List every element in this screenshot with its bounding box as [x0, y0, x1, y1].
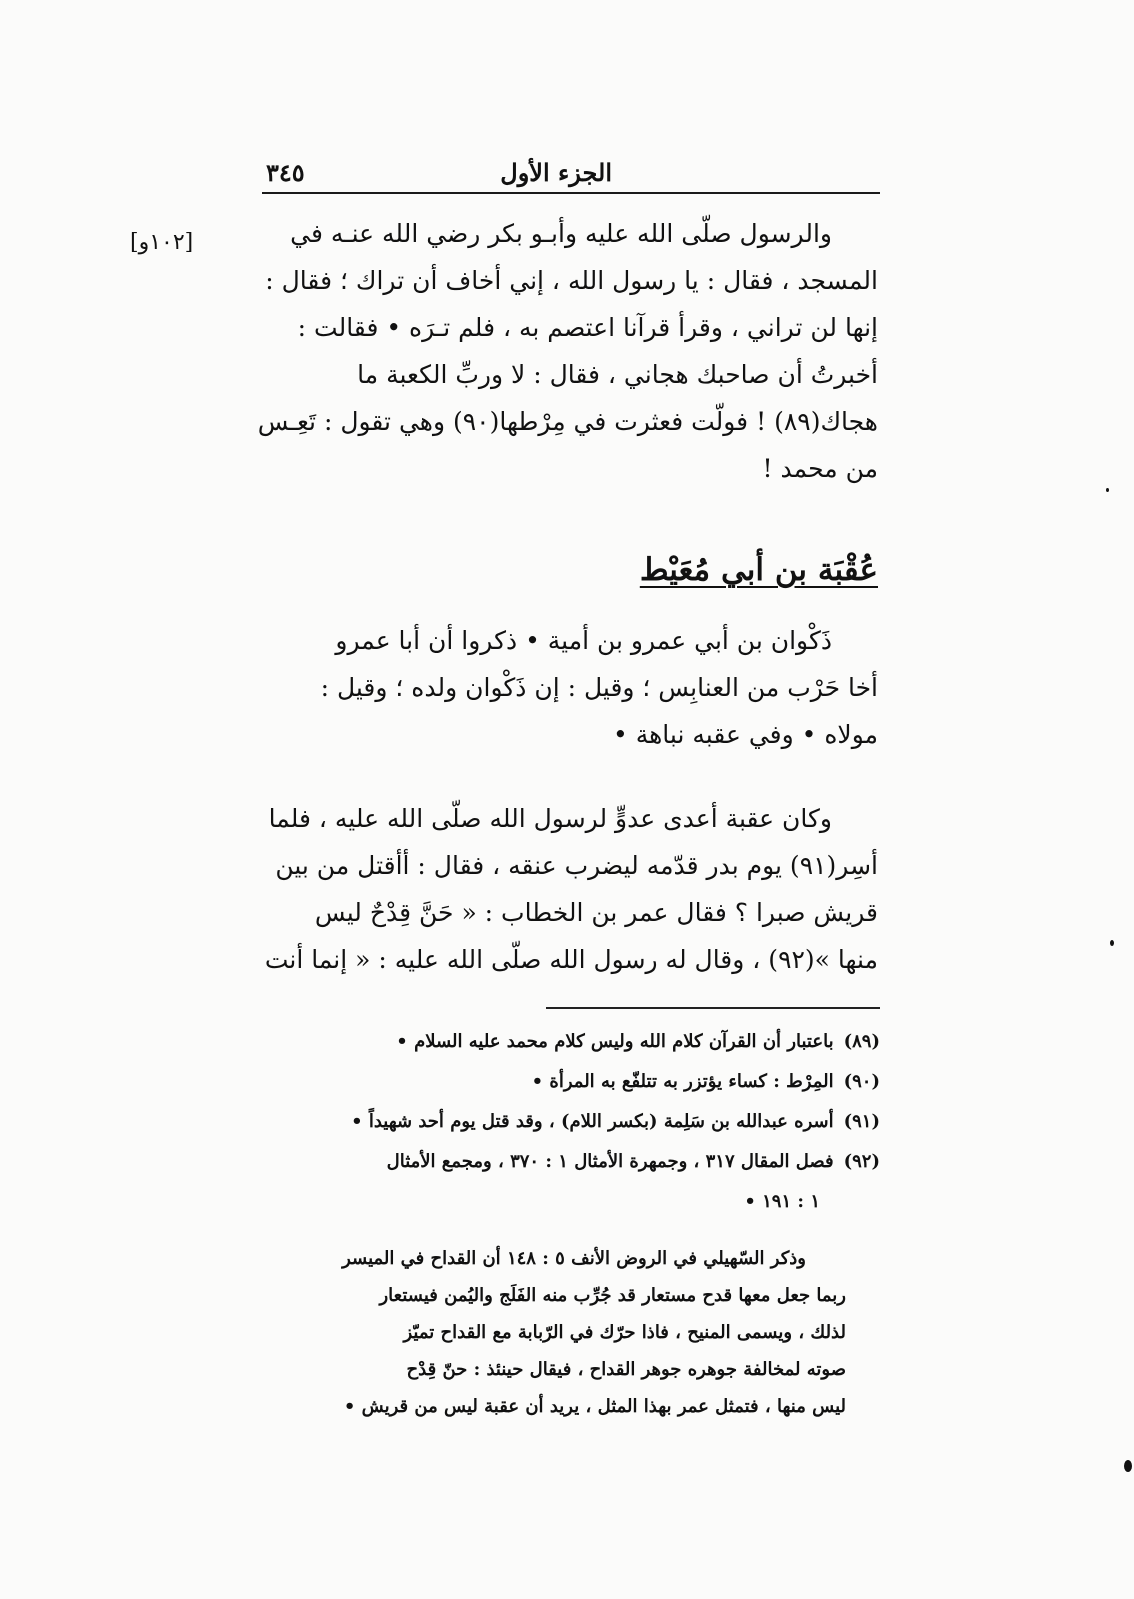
footnote-text: المِرْط : كساء يؤتزر به تتلفّع به المرأة • — [531, 1071, 834, 1092]
footnote-number: (٨٩) — [843, 1031, 880, 1052]
footnote-90 — [220, 1062, 880, 1102]
text-line: المسجد ، فقال : يا رسول الله ، إني أخاف أن تراك ؛ فقال : — [265, 266, 878, 295]
text-line: أخا حَرْب من العنابِس ؛ وقيل : إن ذَكْوان ولده ؛ وقيل : — [320, 673, 878, 702]
scan-speck — [1110, 940, 1114, 946]
text-line: أخبرتُ أن صاحبك هجاني ، فقال : لا وربِّ الكعبة ما — [357, 360, 878, 389]
footnote-92 — [220, 1142, 880, 1182]
footnote-continuation: ١ : ١٩١ • — [744, 1191, 820, 1212]
text-line: هجاك(٨٩) ! فولّت فعثرت في مِرْطها(٩٠) وهي تقول : تَعِـس — [257, 407, 878, 436]
text-line: ليس منها ، فتمثل عمر بهذا المثل ، يريد أن عقبة ليس من قريش • — [343, 1396, 846, 1417]
header-rule — [262, 192, 880, 194]
footnote-rule — [546, 1007, 880, 1009]
footnote-91 — [220, 1102, 880, 1142]
footnote-extra-paragraph — [256, 1240, 846, 1425]
text-line: ربما جعل معها قدح مستعار قد جُرِّب منه الفَلَج واليُمن فيستعار — [379, 1285, 846, 1306]
text-line: من محمد ! — [762, 454, 878, 483]
page-number: ٣٤٥ — [266, 158, 305, 187]
footnote-text: فصل المقال ٣١٧ ، وجمهرة الأمثال ١ : ٣٧٠ ، ومجمع الأمثال — [386, 1151, 834, 1172]
footnote-number: (٩٢) — [843, 1151, 880, 1172]
text-line: إنها لن تراني ، وقرأ قرآنا اعتصم به ، فلم تـرَه • فقالت : — [297, 313, 878, 342]
margin-folio-note: [١٠٢و] — [130, 230, 194, 255]
paragraph-1 — [238, 210, 878, 492]
text-line: مولاه • وفي عقبه نباهة • — [613, 720, 878, 749]
header-title: الجزء الأول — [500, 158, 612, 187]
footnote-89 — [220, 1022, 880, 1062]
running-header — [262, 158, 880, 192]
paragraph-2 — [238, 617, 878, 758]
text-line: وذكر السّهيلي في الروض الأنف ٥ : ١٤٨ أن القداح في الميسر — [342, 1248, 806, 1269]
footnote-text: أسره عبدالله بن سَلِمة (بكسر اللام) ، وقد قتل يوم أحد شهيداً • — [351, 1111, 834, 1132]
footnote-number: (٩٠) — [843, 1071, 880, 1092]
text-line: أسِر(٩١) يوم بدر قدّمه ليضرب عنقه ، فقال : أأقتل من بين — [275, 851, 878, 880]
footnotes — [220, 1022, 880, 1222]
scan-speck — [1106, 488, 1109, 492]
text-line: والرسول صلّى الله عليه وأبـو بكر رضي الله عنـه في — [290, 219, 832, 248]
text-line: لذلك ، ويسمى المنيح ، فاذا حرّك في الرّبابة مع القداح تميّز — [403, 1322, 846, 1343]
text-line: قريش صبرا ؟ فقال عمر بن الخطاب : « حَنَّ قِدْحٌ ليس — [314, 898, 878, 927]
paragraph-3 — [238, 795, 878, 983]
footnote-text: باعتبار أن القرآن كلام الله وليس كلام محمد عليه السلام • — [396, 1031, 834, 1052]
text-line: وكان عقبة أعدى عدوٍّ لرسول الله صلّى الله عليه ، فلما — [268, 804, 832, 833]
text-line: ذَكْوان بن أبي عمرو بن أمية • ذكروا أن أبا عمرو — [335, 626, 832, 655]
scan-speck — [1124, 1460, 1132, 1472]
text-line: صوته لمخالفة جوهره جوهر القداح ، فيقال حينئذ : حنّ قِدْح — [406, 1359, 846, 1380]
section-heading: عُقْبَة بن أبي مُعَيْط — [639, 552, 878, 588]
footnote-number: (٩١) — [843, 1111, 880, 1132]
text-line: منها »(٩٢) ، وقال له رسول الله صلّى الله عليه : « إنما أنت — [264, 945, 878, 974]
